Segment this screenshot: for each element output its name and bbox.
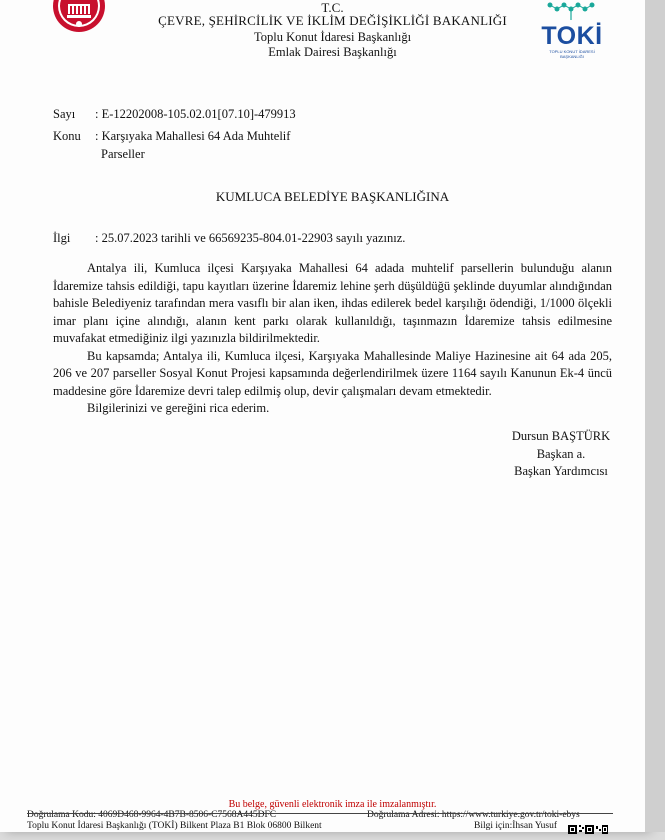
signer-title-1: Başkan a. (536, 446, 586, 461)
toki-logo-text: TOKİ (541, 22, 603, 50)
letter-body (53, 260, 612, 418)
sayi-value: : E-12202008-105.02.01[07.10]-479913 (95, 107, 296, 121)
header-department: Emlak Dairesi Başkanlığı (268, 45, 397, 59)
signer-title-2: Başkan Yardımcısı (514, 464, 608, 478)
body-paragraph-1: Antalya ili, Kumluca ilçesi Karşıyaka Mahallesi 64 adada muhtelif parsellerin bulunduğu alanın İdaremize tahsis edildiği, tapu kayıtları üzerine İdaremiz lehine şerh düşüldüğü şeklinde duyumlar alındığından bahisle Belediyeniz tarafından mera vasıflı bir alan iken, ihdas edilerek bedel karşılığı ödendiği, 1/1000 ölçekli imar planı içine alındığı, alanın kent parkı olarak kullanıldığı, taşınmazın İdaremize tahsis edilmesine muvafakat etmediğiniz ilgi yazınızla bildirilmektedir. (53, 261, 612, 345)
konu-value-line2: Parseller (101, 147, 145, 161)
ilgi-value: : 25.07.2023 tarihli ve 66569235-804.01-22903 sayılı yazınız. (95, 231, 406, 245)
signature-block (496, 428, 626, 481)
addressee: KUMLUCA BELEDİYE BAŞKANLIĞINA (215, 189, 450, 204)
sayi-label: Sayı (53, 107, 76, 121)
header-agency: Toplu Konut İdaresi Başkanlığı (253, 30, 412, 44)
esign-note: Bu belge, güvenli elektronik imza ile imzalanmıştır. (228, 799, 437, 810)
footer-address: Toplu Konut İdaresi Başkanlığı (TOKİ) Bilkent Plaza B1 Blok 06800 Bilkent (27, 821, 322, 831)
qr-code-icon (568, 822, 608, 832)
header-ministry: ÇEVRE, ŞEHİRCİLİK VE İKLİM DEĞİŞİKLİĞİ BAKANLIĞI (158, 13, 507, 28)
ilgi-label: İlgi (53, 231, 71, 245)
background-edge (645, 0, 665, 832)
footer-divider (27, 813, 613, 814)
body-paragraph-2: Bu kapsamda; Antalya ili, Kumluca ilçesi, Karşıyaka Mahallesinde Maliye Hazinesine ait 64 ada 205, 206 ve 207 parseller Sosyal Konut Projesi kapsamında değerlendirilmek üzere 1164 sayılı Kanunun Ek-4 üncü maddesine göre İdaremize devri talep edilmiş olup, devir çalışmaları devam etmektedir. (53, 348, 612, 398)
body-paragraph-3: Bilgilerinizi ve gereğini rica ederim. (87, 401, 270, 415)
footer-contact: Bilgi için:İhsan Yusuf (474, 821, 558, 831)
signer-name: Dursun BAŞTÜRK (511, 429, 611, 443)
header-tc: T.C. (321, 0, 344, 15)
toki-logo-subtitle: TOPLU KONUT İDARESİ BAŞKANLIĞI (549, 49, 595, 59)
konu-value-line1: : Karşıyaka Mahallesi 64 Ada Muhtelif (95, 129, 291, 143)
verification-address[interactable]: Doğrulama Adresi: https://www.turkiye.gov.tr/toki-ebys (367, 810, 580, 820)
konu-label: Konu (53, 129, 81, 143)
verification-code: Doğrulama Kodu: 4069D468-9964-4B7B-8506-C7568A445DFC (27, 810, 277, 820)
